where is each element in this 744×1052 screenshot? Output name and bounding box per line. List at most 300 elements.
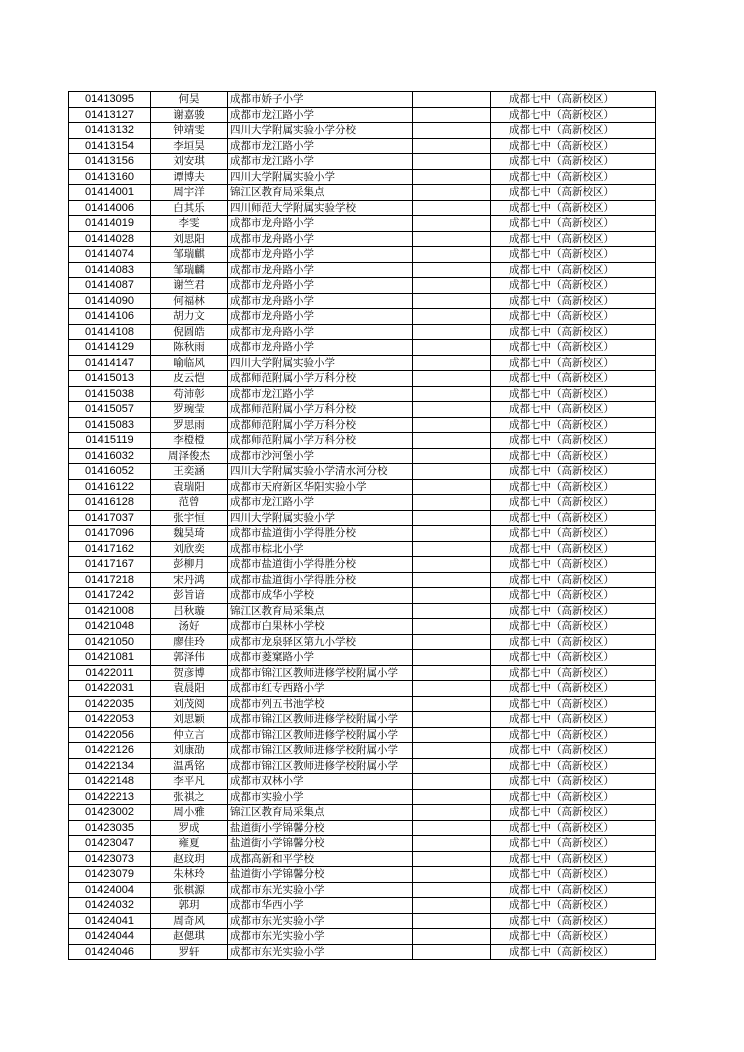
student-id-cell: 01414028 (69, 231, 151, 247)
destination-cell: 成都七中（高新校区） (491, 836, 656, 852)
student-id-cell: 01414090 (69, 293, 151, 309)
destination-cell: 成都七中（高新校区） (491, 541, 656, 557)
blank-cell (413, 929, 491, 945)
blank-cell (413, 867, 491, 883)
school-cell: 成都市列五书池学校 (228, 696, 413, 712)
destination-cell: 成都七中（高新校区） (491, 417, 656, 433)
blank-cell (413, 882, 491, 898)
destination-cell: 成都七中（高新校区） (491, 371, 656, 387)
student-id-cell: 01414106 (69, 309, 151, 325)
blank-cell (413, 944, 491, 960)
student-id-cell: 01414129 (69, 340, 151, 356)
student-name-cell: 郭玥 (151, 898, 228, 914)
table-row (69, 92, 656, 108)
table-row (69, 634, 656, 650)
destination-cell: 成都七中（高新校区） (491, 743, 656, 759)
blank-cell (413, 820, 491, 836)
destination-cell: 成都七中（高新校区） (491, 495, 656, 511)
blank-cell (413, 231, 491, 247)
school-cell: 成都市龙舟路小学 (228, 231, 413, 247)
destination-cell: 成都七中（高新校区） (491, 278, 656, 294)
student-id-cell: 01424032 (69, 898, 151, 914)
table-row (69, 386, 656, 402)
student-name-cell: 李平凡 (151, 774, 228, 790)
blank-cell (413, 247, 491, 263)
student-id-cell: 01413154 (69, 138, 151, 154)
destination-cell: 成都七中（高新校区） (491, 913, 656, 929)
school-cell: 四川大学附属实验小学 (228, 355, 413, 371)
destination-cell: 成都七中（高新校区） (491, 650, 656, 666)
destination-cell: 成都七中（高新校区） (491, 851, 656, 867)
student-id-cell: 01414074 (69, 247, 151, 263)
school-cell: 成都市龙舟路小学 (228, 216, 413, 232)
school-cell: 锦江区教育局采集点 (228, 805, 413, 821)
table-row (69, 200, 656, 216)
school-cell: 成都市锦江区教师进修学校附属小学 (228, 758, 413, 774)
school-cell: 成都市锦江区教师进修学校附属小学 (228, 665, 413, 681)
student-name-cell: 何昊 (151, 92, 228, 108)
school-cell: 四川大学附属实验小学清水河分校 (228, 464, 413, 480)
student-name-cell: 刘康劭 (151, 743, 228, 759)
school-cell: 成都市实验小学 (228, 789, 413, 805)
school-cell: 成都市龙江路小学 (228, 138, 413, 154)
school-cell: 锦江区教育局采集点 (228, 603, 413, 619)
school-cell: 成都市龙舟路小学 (228, 247, 413, 263)
school-cell: 盐道街小学锦馨分校 (228, 836, 413, 852)
student-name-cell: 周奇风 (151, 913, 228, 929)
student-name-cell: 喻临风 (151, 355, 228, 371)
student-name-cell: 谭博夫 (151, 169, 228, 185)
student-id-cell: 01422031 (69, 681, 151, 697)
student-name-cell: 谢竺君 (151, 278, 228, 294)
school-cell: 成都市红专西路小学 (228, 681, 413, 697)
school-cell: 成都市东光实验小学 (228, 913, 413, 929)
destination-cell: 成都七中（高新校区） (491, 386, 656, 402)
student-id-cell: 01416128 (69, 495, 151, 511)
blank-cell (413, 743, 491, 759)
student-id-cell: 01424041 (69, 913, 151, 929)
student-id-cell: 01416122 (69, 479, 151, 495)
school-cell: 成都市锦江区教师进修学校附属小学 (228, 743, 413, 759)
student-id-cell: 01423002 (69, 805, 151, 821)
destination-cell: 成都七中（高新校区） (491, 154, 656, 170)
blank-cell (413, 324, 491, 340)
school-cell: 盐道街小学锦馨分校 (228, 867, 413, 883)
destination-cell: 成都七中（高新校区） (491, 169, 656, 185)
table-row (69, 185, 656, 201)
student-id-cell: 01422035 (69, 696, 151, 712)
destination-cell: 成都七中（高新校区） (491, 882, 656, 898)
table-row (69, 526, 656, 542)
blank-cell (413, 712, 491, 728)
blank-cell (413, 386, 491, 402)
student-name-cell: 胡力文 (151, 309, 228, 325)
student-id-cell: 01421048 (69, 619, 151, 635)
table-row (69, 836, 656, 852)
student-name-cell: 刘思颖 (151, 712, 228, 728)
student-name-cell: 谢嘉骏 (151, 107, 228, 123)
blank-cell (413, 526, 491, 542)
destination-cell: 成都七中（高新校区） (491, 185, 656, 201)
student-name-cell: 袁瑞阳 (151, 479, 228, 495)
school-cell: 四川大学附属实验小学 (228, 169, 413, 185)
table-row (69, 293, 656, 309)
destination-cell: 成都七中（高新校区） (491, 805, 656, 821)
table-row (69, 820, 656, 836)
destination-cell: 成都七中（高新校区） (491, 557, 656, 573)
destination-cell: 成都七中（高新校区） (491, 309, 656, 325)
school-cell: 成都市龙舟路小学 (228, 278, 413, 294)
table-row (69, 340, 656, 356)
blank-cell (413, 278, 491, 294)
school-cell: 成都市龙舟路小学 (228, 340, 413, 356)
student-id-cell: 01415038 (69, 386, 151, 402)
table-row (69, 944, 656, 960)
student-id-cell: 01414006 (69, 200, 151, 216)
table-row (69, 572, 656, 588)
student-id-cell: 01414147 (69, 355, 151, 371)
student-name-cell: 罗琬莹 (151, 402, 228, 418)
student-name-cell: 彭柳月 (151, 557, 228, 573)
student-id-cell: 01414108 (69, 324, 151, 340)
student-id-cell: 01413127 (69, 107, 151, 123)
destination-cell: 成都七中（高新校区） (491, 588, 656, 604)
school-cell: 成都市龙泉驿区第九小学校 (228, 634, 413, 650)
enrollment-table-body (69, 92, 656, 960)
blank-cell (413, 433, 491, 449)
blank-cell (413, 107, 491, 123)
blank-cell (413, 154, 491, 170)
student-id-cell: 01422134 (69, 758, 151, 774)
destination-cell: 成都七中（高新校区） (491, 123, 656, 139)
destination-cell: 成都七中（高新校区） (491, 634, 656, 650)
table-row (69, 867, 656, 883)
table-row (69, 371, 656, 387)
student-name-cell: 李雯 (151, 216, 228, 232)
student-name-cell: 温禹铭 (151, 758, 228, 774)
destination-cell: 成都七中（高新校区） (491, 898, 656, 914)
school-cell: 成都市盐道街小学得胜分校 (228, 526, 413, 542)
school-cell: 成都市天府新区华阳实验小学 (228, 479, 413, 495)
school-cell: 成都市龙江路小学 (228, 495, 413, 511)
table-row (69, 231, 656, 247)
destination-cell: 成都七中（高新校区） (491, 572, 656, 588)
table-row (69, 479, 656, 495)
student-name-cell: 李橙橙 (151, 433, 228, 449)
student-name-cell: 吕秋璇 (151, 603, 228, 619)
table-row (69, 169, 656, 185)
student-name-cell: 仲立言 (151, 727, 228, 743)
school-cell: 成都市龙舟路小学 (228, 293, 413, 309)
blank-cell (413, 464, 491, 480)
school-cell: 成都市锦江区教师进修学校附属小学 (228, 727, 413, 743)
student-name-cell: 罗思雨 (151, 417, 228, 433)
student-name-cell: 周泽俊杰 (151, 448, 228, 464)
school-cell: 成都市龙舟路小学 (228, 309, 413, 325)
student-id-cell: 01414087 (69, 278, 151, 294)
destination-cell: 成都七中（高新校区） (491, 138, 656, 154)
table-row (69, 898, 656, 914)
student-id-cell: 01421008 (69, 603, 151, 619)
student-name-cell: 赵偲琪 (151, 929, 228, 945)
school-cell: 四川师范大学附属实验学校 (228, 200, 413, 216)
blank-cell (413, 619, 491, 635)
student-id-cell: 01423073 (69, 851, 151, 867)
blank-cell (413, 123, 491, 139)
table-row (69, 433, 656, 449)
table-row (69, 727, 656, 743)
destination-cell: 成都七中（高新校区） (491, 293, 656, 309)
destination-cell: 成都七中（高新校区） (491, 774, 656, 790)
school-cell: 成都市白果林小学校 (228, 619, 413, 635)
table-row (69, 619, 656, 635)
student-id-cell: 01413132 (69, 123, 151, 139)
student-name-cell: 张宇恒 (151, 510, 228, 526)
student-name-cell: 罗成 (151, 820, 228, 836)
table-row (69, 495, 656, 511)
destination-cell: 成都七中（高新校区） (491, 402, 656, 418)
school-cell: 成都市龙江路小学 (228, 154, 413, 170)
table-row (69, 929, 656, 945)
student-id-cell: 01422053 (69, 712, 151, 728)
blank-cell (413, 371, 491, 387)
student-id-cell: 01417162 (69, 541, 151, 557)
blank-cell (413, 898, 491, 914)
blank-cell (413, 216, 491, 232)
student-id-cell: 01415119 (69, 433, 151, 449)
student-name-cell: 贺彦博 (151, 665, 228, 681)
student-name-cell: 钟靖雯 (151, 123, 228, 139)
blank-cell (413, 696, 491, 712)
school-cell: 成都师范附属小学万科分校 (228, 433, 413, 449)
school-cell: 成都市龙舟路小学 (228, 324, 413, 340)
table-row (69, 665, 656, 681)
destination-cell: 成都七中（高新校区） (491, 355, 656, 371)
student-name-cell: 邹瑞麟 (151, 262, 228, 278)
student-id-cell: 01422011 (69, 665, 151, 681)
blank-cell (413, 340, 491, 356)
student-id-cell: 01417242 (69, 588, 151, 604)
table-row (69, 774, 656, 790)
table-row (69, 138, 656, 154)
student-name-cell: 郭泽伟 (151, 650, 228, 666)
student-name-cell: 白其乐 (151, 200, 228, 216)
student-name-cell: 朱林玲 (151, 867, 228, 883)
student-name-cell: 赵玟玥 (151, 851, 228, 867)
blank-cell (413, 309, 491, 325)
student-id-cell: 01416052 (69, 464, 151, 480)
student-name-cell: 周宇洋 (151, 185, 228, 201)
school-cell: 成都师范附属小学万科分校 (228, 371, 413, 387)
student-name-cell: 张祺之 (151, 789, 228, 805)
school-cell: 锦江区教育局采集点 (228, 185, 413, 201)
table-row (69, 448, 656, 464)
blank-cell (413, 727, 491, 743)
student-name-cell: 周小雅 (151, 805, 228, 821)
student-name-cell: 廖佳玲 (151, 634, 228, 650)
blank-cell (413, 402, 491, 418)
school-cell: 成都师范附属小学万科分校 (228, 417, 413, 433)
destination-cell: 成都七中（高新校区） (491, 696, 656, 712)
student-id-cell: 01417218 (69, 572, 151, 588)
school-cell: 成都市龙舟路小学 (228, 262, 413, 278)
school-cell: 成都市盐道街小学得胜分校 (228, 557, 413, 573)
student-id-cell: 01422213 (69, 789, 151, 805)
table-row (69, 324, 656, 340)
student-id-cell: 01421050 (69, 634, 151, 650)
blank-cell (413, 262, 491, 278)
blank-cell (413, 774, 491, 790)
table-row (69, 278, 656, 294)
school-cell: 成都市双林小学 (228, 774, 413, 790)
school-cell: 成都市沙河堡小学 (228, 448, 413, 464)
destination-cell: 成都七中（高新校区） (491, 867, 656, 883)
table-row (69, 696, 656, 712)
school-cell: 成都市华西小学 (228, 898, 413, 914)
destination-cell: 成都七中（高新校区） (491, 789, 656, 805)
table-row (69, 247, 656, 263)
blank-cell (413, 557, 491, 573)
student-id-cell: 01417167 (69, 557, 151, 573)
student-id-cell: 01415057 (69, 402, 151, 418)
table-row (69, 588, 656, 604)
student-name-cell: 陈秋雨 (151, 340, 228, 356)
table-row (69, 712, 656, 728)
destination-cell: 成都七中（高新校区） (491, 448, 656, 464)
blank-cell (413, 510, 491, 526)
destination-cell: 成都七中（高新校区） (491, 820, 656, 836)
student-id-cell: 01415083 (69, 417, 151, 433)
school-cell: 成都市东光实验小学 (228, 944, 413, 960)
table-row (69, 154, 656, 170)
table-row (69, 557, 656, 573)
student-id-cell: 01422056 (69, 727, 151, 743)
table-row (69, 681, 656, 697)
blank-cell (413, 541, 491, 557)
blank-cell (413, 789, 491, 805)
destination-cell: 成都七中（高新校区） (491, 200, 656, 216)
destination-cell: 成都七中（高新校区） (491, 324, 656, 340)
student-name-cell: 邹瑞麒 (151, 247, 228, 263)
table-row (69, 650, 656, 666)
blank-cell (413, 665, 491, 681)
student-name-cell: 宋丹鸿 (151, 572, 228, 588)
destination-cell: 成都七中（高新校区） (491, 92, 656, 108)
school-cell: 成都市娇子小学 (228, 92, 413, 108)
destination-cell: 成都七中（高新校区） (491, 464, 656, 480)
school-cell: 成都市龙江路小学 (228, 107, 413, 123)
blank-cell (413, 138, 491, 154)
blank-cell (413, 836, 491, 852)
student-name-cell: 苟沛彰 (151, 386, 228, 402)
student-name-cell: 袁晨阳 (151, 681, 228, 697)
destination-cell: 成都七中（高新校区） (491, 526, 656, 542)
student-id-cell: 01423047 (69, 836, 151, 852)
student-id-cell: 01415013 (69, 371, 151, 387)
student-name-cell: 王奕涵 (151, 464, 228, 480)
table-row (69, 123, 656, 139)
table-row (69, 262, 656, 278)
table-row (69, 603, 656, 619)
blank-cell (413, 588, 491, 604)
student-name-cell: 李垣昊 (151, 138, 228, 154)
blank-cell (413, 92, 491, 108)
student-id-cell: 01422148 (69, 774, 151, 790)
destination-cell: 成都七中（高新校区） (491, 433, 656, 449)
destination-cell: 成都七中（高新校区） (491, 231, 656, 247)
blank-cell (413, 851, 491, 867)
student-id-cell: 01413156 (69, 154, 151, 170)
table-row (69, 743, 656, 759)
student-id-cell: 01422126 (69, 743, 151, 759)
student-id-cell: 01421081 (69, 650, 151, 666)
blank-cell (413, 185, 491, 201)
student-name-cell: 何福林 (151, 293, 228, 309)
destination-cell: 成都七中（高新校区） (491, 727, 656, 743)
destination-cell: 成都七中（高新校区） (491, 681, 656, 697)
school-cell: 成都市棕北小学 (228, 541, 413, 557)
student-name-cell: 雍夏 (151, 836, 228, 852)
school-cell: 成都市盐道街小学得胜分校 (228, 572, 413, 588)
destination-cell: 成都七中（高新校区） (491, 929, 656, 945)
school-cell: 成都市成华小学校 (228, 588, 413, 604)
table-row (69, 541, 656, 557)
blank-cell (413, 681, 491, 697)
table-row (69, 417, 656, 433)
destination-cell: 成都七中（高新校区） (491, 340, 656, 356)
blank-cell (413, 417, 491, 433)
table-row (69, 510, 656, 526)
school-cell: 四川大学附属实验小学 (228, 510, 413, 526)
student-name-cell: 刘思阳 (151, 231, 228, 247)
school-cell: 成都市东光实验小学 (228, 929, 413, 945)
student-name-cell: 魏昊琦 (151, 526, 228, 542)
destination-cell: 成都七中（高新校区） (491, 510, 656, 526)
school-cell: 成都市东光实验小学 (228, 882, 413, 898)
destination-cell: 成都七中（高新校区） (491, 665, 656, 681)
table-row (69, 851, 656, 867)
student-id-cell: 01423079 (69, 867, 151, 883)
blank-cell (413, 293, 491, 309)
student-name-cell: 刘安琪 (151, 154, 228, 170)
blank-cell (413, 200, 491, 216)
table-row (69, 464, 656, 480)
table-row (69, 216, 656, 232)
student-id-cell: 01413160 (69, 169, 151, 185)
student-id-cell: 01424004 (69, 882, 151, 898)
blank-cell (413, 572, 491, 588)
table-row (69, 789, 656, 805)
blank-cell (413, 634, 491, 650)
school-cell: 盐道街小学锦馨分校 (228, 820, 413, 836)
destination-cell: 成都七中（高新校区） (491, 216, 656, 232)
table-row (69, 309, 656, 325)
student-id-cell: 01413095 (69, 92, 151, 108)
destination-cell: 成都七中（高新校区） (491, 619, 656, 635)
destination-cell: 成都七中（高新校区） (491, 758, 656, 774)
table-row (69, 805, 656, 821)
destination-cell: 成都七中（高新校区） (491, 479, 656, 495)
destination-cell: 成都七中（高新校区） (491, 712, 656, 728)
student-name-cell: 刘欣奕 (151, 541, 228, 557)
student-name-cell: 汤好 (151, 619, 228, 635)
student-name-cell: 范曾 (151, 495, 228, 511)
destination-cell: 成都七中（高新校区） (491, 603, 656, 619)
student-id-cell: 01417096 (69, 526, 151, 542)
student-name-cell: 倪圆皓 (151, 324, 228, 340)
student-name-cell: 罗轩 (151, 944, 228, 960)
destination-cell: 成都七中（高新校区） (491, 247, 656, 263)
